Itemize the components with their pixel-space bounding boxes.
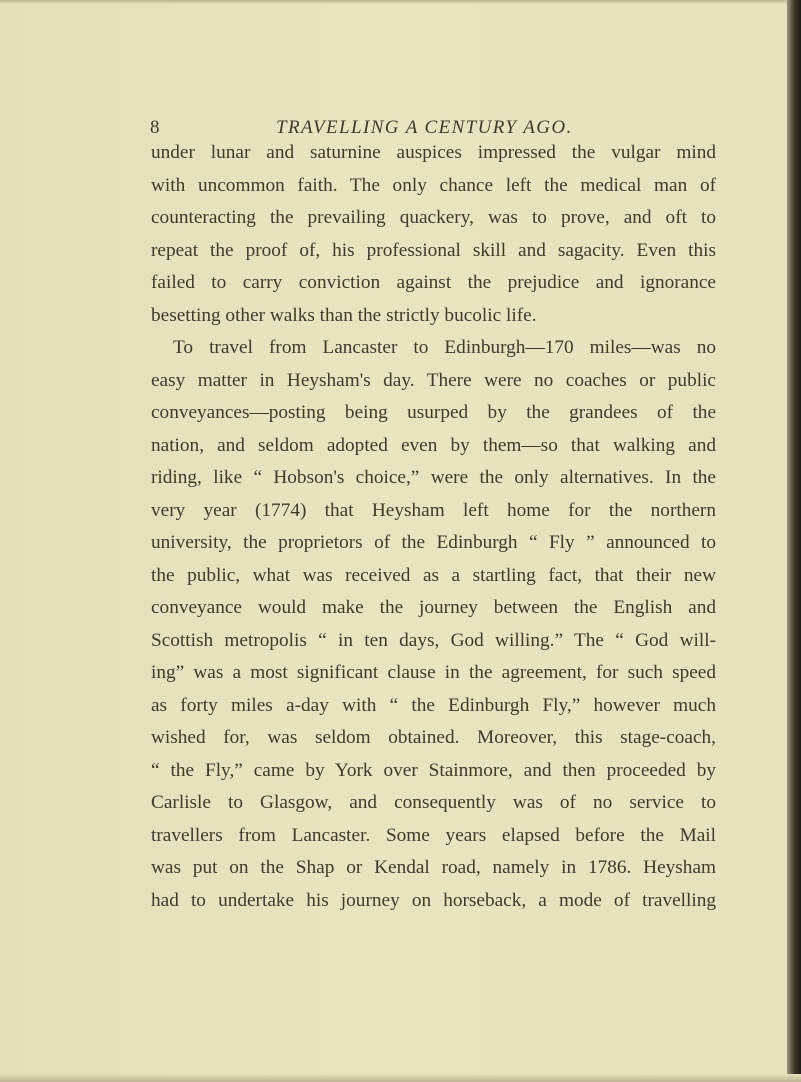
text-line: under lunar and saturnine auspices impressed the vulgar mind: [151, 142, 716, 163]
text-line: was put on the Shap or Kendal road, namely in 1786. Heysham: [151, 857, 716, 878]
text-line: travellers from Lancaster. Some years elapsed before the Mail: [151, 824, 716, 846]
text-line: ing” was a most significant clause in the agreement, for such speed: [151, 662, 716, 683]
text-line: with uncommon faith. The only chance left the medical man of: [151, 174, 716, 196]
text-line: wished for, was seldom obtained. Moreover, this stage-coach,: [151, 727, 716, 748]
page-binding-edge: [787, 0, 801, 1082]
text-line: Scottish metropolis “ in ten days, God willing.” The “ God will-: [151, 629, 716, 651]
page-number: 8: [150, 117, 160, 138]
text-line: the public, what was received as a startling fact, that their new: [151, 564, 716, 586]
text-line: university, the proprietors of the Edinburgh “ Fly ” announced to: [151, 532, 716, 553]
text-line: easy matter in Heysham's day. There were no coaches or public: [151, 369, 716, 391]
text-line: very year (1774) that Heysham left home for the northern: [151, 499, 716, 521]
text-line: To travel from Lancaster to Edinburgh—170 miles—was no: [173, 337, 716, 358]
body-text: [151, 137, 716, 917]
page-bottom-edge: [0, 1074, 801, 1082]
text-line: besetting other walks than the strictly bucolic life.: [151, 304, 537, 326]
running-head: TRAVELLING A CENTURY AGO.: [276, 117, 573, 138]
text-line: conveyance would make the journey between the English and: [151, 597, 716, 618]
text-line: “ the Fly,” came by York over Stainmore, and then proceeded by: [151, 759, 716, 781]
text-line: conveyances—posting being usurped by the grandees of the: [151, 402, 716, 423]
text-line: Carlisle to Glasgow, and consequently was of no service to: [151, 792, 716, 813]
text-line: repeat the proof of, his professional skill and sagacity. Even this: [151, 239, 716, 261]
text-line: nation, and seldom adopted even by them—so that walking and: [151, 434, 716, 456]
text-line: failed to carry conviction against the prejudice and ignorance: [151, 272, 716, 293]
text-line: counteracting the prevailing quackery, was to prove, and oft to: [151, 207, 716, 228]
text-line: had to undertake his journey on horseback, a mode of travelling: [151, 889, 716, 911]
text-line: as forty miles a-day with “ the Edinburgh Fly,” however much: [151, 694, 716, 716]
page-top-edge: [0, 0, 801, 4]
text-line: riding, like “ Hobson's choice,” were the only alternatives. In the: [151, 467, 716, 488]
